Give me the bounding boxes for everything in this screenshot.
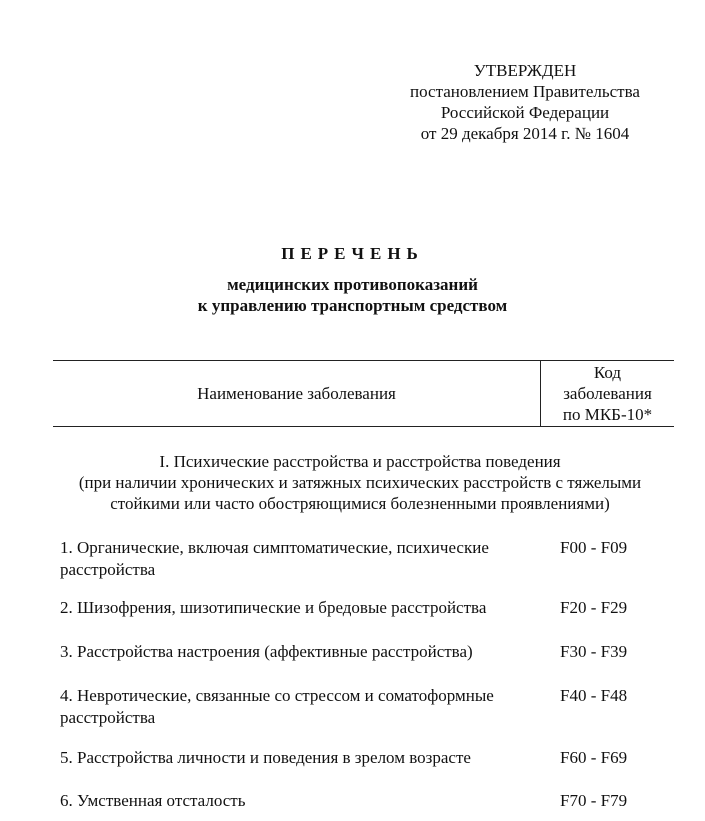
document-title: ПЕРЕЧЕНЬ: [281, 244, 424, 263]
approval-line: Российской Федерации: [440, 103, 610, 122]
icd-code-column-header: [541, 362, 674, 425]
icd-code: F60 - F69: [560, 748, 628, 767]
icd-code: F40 - F48: [560, 686, 628, 705]
disease-name: 3. Расстройства настроения (аффективные расстройства): [60, 642, 473, 661]
approval-line: УТВЕРЖДЕН: [473, 61, 577, 80]
subtitle-line: медицинских противопоказаний: [227, 275, 478, 294]
section-heading: [40, 451, 680, 514]
document-subtitle: [0, 274, 705, 316]
disease-name-column-header: Наименование заболевания: [197, 384, 396, 403]
section-heading-line: стойкими или часто обостряющимися болезненными проявлениями): [110, 494, 610, 513]
disease-name: 2. Шизофрения, шизотипические и бредовые расстройства: [60, 598, 487, 617]
section-heading-line: (при наличии хронических и затяжных психических расстройств с тяжелыми: [78, 473, 642, 492]
approval-stamp: [390, 60, 660, 144]
table-header-bottom-rule: [53, 426, 674, 427]
disease-name: 4. Невротические, связанные со стрессом и соматоформные расстройства: [60, 686, 494, 727]
disease-name: 1. Органические, включая симптоматические, психические расстройства: [60, 538, 489, 579]
icd-code: F00 - F09: [560, 538, 628, 557]
approval-line: от 29 декабря 2014 г. № 1604: [420, 124, 630, 143]
approval-line: постановлением Правительства: [410, 82, 640, 101]
icd-code: F30 - F39: [560, 642, 628, 661]
icd-code: F70 - F79: [560, 791, 628, 810]
code-header-line: по МКБ-10*: [562, 405, 653, 424]
icd-code: F20 - F29: [560, 598, 628, 617]
code-header-line: заболевания: [563, 384, 652, 403]
section-heading-line: I. Психические расстройства и расстройства поведения: [159, 452, 561, 471]
table-top-rule: [53, 360, 674, 361]
disease-name: 5. Расстройства личности и поведения в зрелом возрасте: [60, 748, 471, 767]
disease-name: 6. Умственная отсталость: [60, 791, 246, 810]
code-header-line: Код: [593, 363, 622, 382]
subtitle-line: к управлению транспортным средством: [197, 296, 508, 315]
